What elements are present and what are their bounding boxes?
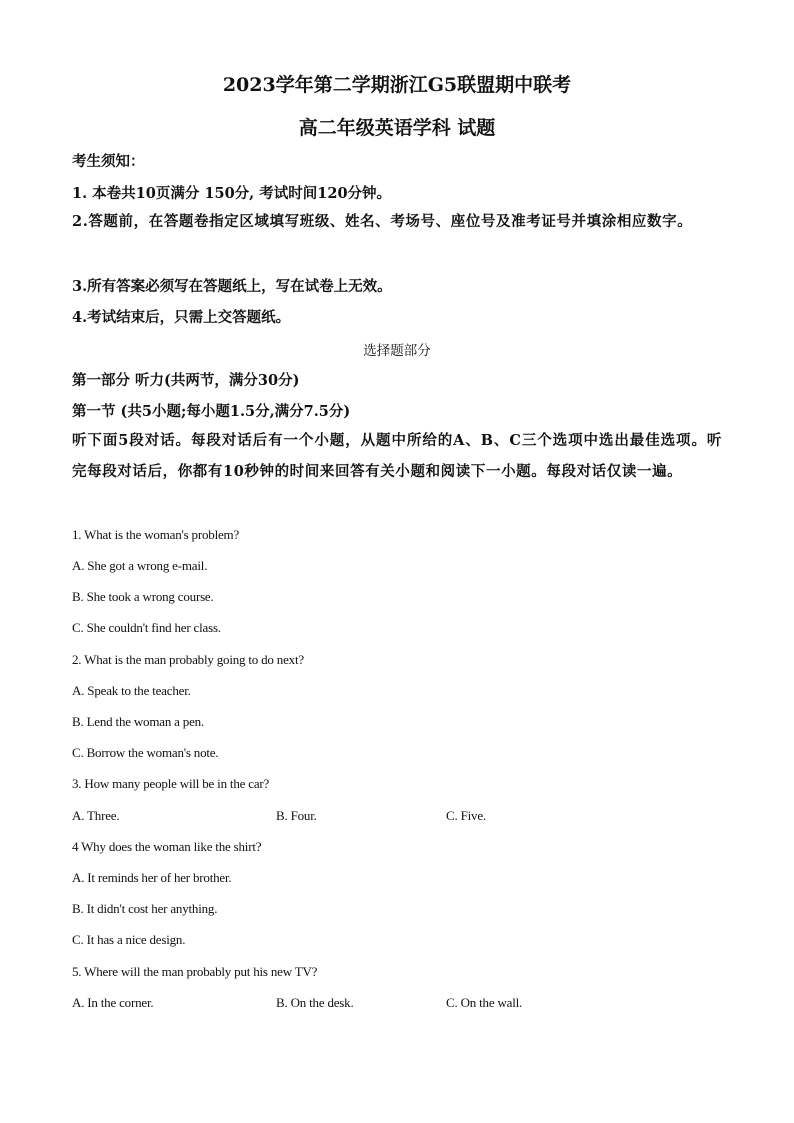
listening-instructions: 听下面5段对话。每段对话后有一个小题，从题中所给的A、B、C三个选项中选出最佳选项。听完每段对话后，你都有10秒钟的时间来回答有关小题和阅读下一小题。每段对话仅读一遍。 [72, 432, 722, 480]
notice-item-4: 4.考试结束后，只需上交答题纸。 [72, 309, 291, 326]
question-2-option-a: A. Speak to the teacher. [72, 683, 191, 698]
question-5-stem: 5. Where will the man probably put his new TV? [72, 964, 318, 979]
question-5-option-c: C. On the wall. [446, 995, 523, 1010]
notice-heading: 考生须知： [72, 153, 145, 170]
question-1-option-c: C. She couldn't find her class. [72, 620, 221, 635]
question-3-option-b: B. Four. [276, 808, 317, 823]
section-1-heading: 第一节 (共5小题;每小题1.5分,满分7.5分) [72, 403, 351, 420]
question-3-stem: 3. How many people will be in the car? [72, 776, 270, 791]
question-4-option-a: A. It reminds her of her brother. [72, 870, 232, 885]
exam-subtitle: 高二年级英语学科 试题 [298, 117, 496, 139]
question-5-option-b: B. On the desk. [276, 995, 354, 1010]
question-1-option-b: B. She took a wrong course. [72, 589, 214, 604]
question-4-option-b: B. It didn't cost her anything. [72, 901, 218, 916]
question-4-option-c: C. It has a nice design. [72, 932, 186, 947]
question-1-stem: 1. What is the woman's problem? [72, 527, 240, 542]
question-2-stem: 2. What is the man probably going to do next? [72, 652, 304, 667]
part-1-heading: 第一部分 听力(共两节，满分30分) [72, 372, 300, 389]
question-5-option-a: A. In the corner. [72, 995, 154, 1010]
notice-item-2: 2.答题前，在答题卷指定区域填写班级、姓名、考场号、座位号及准考证号并填涂相应数字。 [72, 213, 693, 230]
question-4-stem: 4 Why does the woman like the shirt? [72, 839, 262, 854]
part-label: 选择题部分 [363, 343, 431, 359]
question-2-option-b: B. Lend the woman a pen. [72, 714, 205, 729]
question-3-option-a: A. Three. [72, 808, 120, 823]
notice-item-3: 3.所有答案必须写在答题纸上，写在试卷上无效。 [72, 278, 392, 295]
question-2-option-c: C. Borrow the woman's note. [72, 745, 219, 760]
question-3-option-c: C. Five. [446, 808, 486, 823]
notice-item-1: 1. 本卷共10页满分 150分, 考试时间120分钟。 [72, 185, 392, 202]
question-1-option-a: A. She got a wrong e-mail. [72, 558, 208, 573]
exam-title: 2023学年第二学期浙江G5联盟期中联考 [222, 74, 572, 96]
